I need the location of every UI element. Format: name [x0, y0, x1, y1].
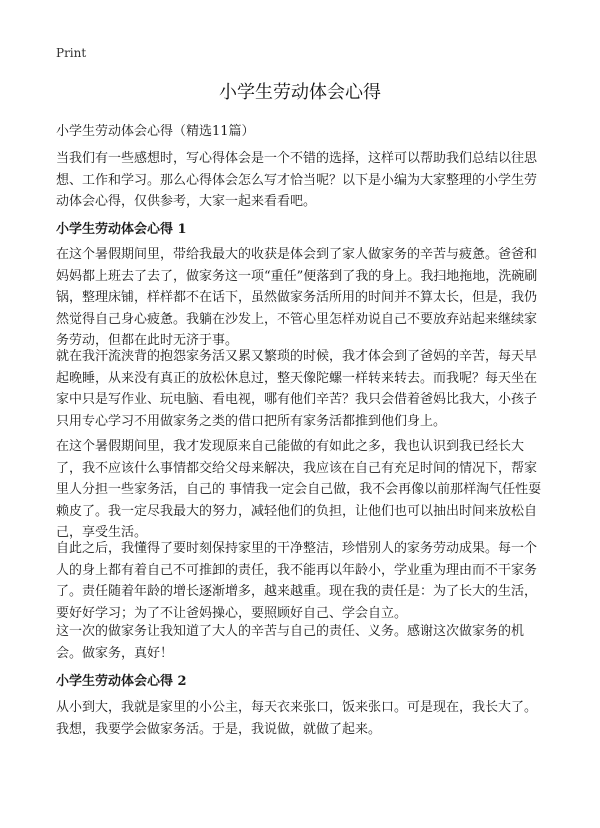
- paragraph: 自此之后，我懂得了要时刻保持家里的干净整洁，珍惜别人的家务劳动成果。每一个人的身上都有着自己不可推卸的责任，我不能再以年龄小，学业重为理由而不干家务了。责任随着年龄的增长逐渐增多，越来越重。现在我的责任是：为了长大的生活，要好好学习；为了不让爸妈操心，要照顾好自己、学会自立。: [56, 541, 538, 621]
- paragraph: 在这个暑假期间里，我才发现原来自己能做的有如此之多，我也认识到我已经长大了，我不应该什么事情都交给父母来解决，我应该在自己有充足时间的情况下，帮家里人分担一些家务活，自己的 事情我一定会自己做，我不会再像以前那样淘气任性耍赖皮了。我一定尽我最大的努力，减轻他们的负担，让他们也可以抽出时间来放松自己，享受生活。: [56, 439, 542, 540]
- paragraph: 在这个暑假期间里，带给我最大的收获是体会到了家人做家务的辛苦与疲惫。爸爸和妈妈都上班去了去了，做家务这一项“重任”便落到了我的身上。我扫地拖地，洗碗刷锅，整理床铺，样样都不在话下，虽然做家务活所用的时间并不算太长，但是，我仍然觉得自己身心疲惫。我躺在沙发上，不管心里怎样劝说自己不要放弃站起来继续家务劳动，但都在此时无济于事。: [56, 247, 538, 348]
- document-subtitle: 小学生劳动体会心得（精选11篇）: [56, 124, 255, 139]
- paragraph: 就在我汗流浃背的抱怨家务活又累又繁琐的时候，我才体会到了爸妈的辛苦，每天早起晚睡，从来没有真正的放松休息过，整天像陀螺一样转来转去。而我呢？每天坐在家中只是写作业、玩电脑、看电视，哪有他们辛苦？我只会借着爸妈比我大，小孩子只用专心学习不用做家务之类的借口把所有家务活都推到他们身上。: [56, 349, 538, 429]
- paragraph: 从小到大，我就是家里的小公主，每天衣来张口，饭来张口。可是现在，我长大了。我想，我要学会做家务活。于是，我说做，就做了起来。: [56, 700, 538, 737]
- section-heading-1: 小学生劳动体会心得 1: [56, 222, 187, 237]
- paragraph: 这一次的做家务让我知道了大人的辛苦与自己的责任、义务。感谢这次做家务的机会。做家务，真好！: [56, 624, 525, 661]
- page-title: 小学生劳动体会心得: [219, 82, 381, 103]
- section-heading-2: 小学生劳动体会心得 2: [56, 674, 187, 689]
- print-link[interactable]: Print: [56, 46, 87, 60]
- intro-paragraph: 当我们有一些感想时，写心得体会是一个不错的选择，这样可以帮助我们总结以往思想、工作和学习。那么心得体会怎么写才恰当呢？以下是小编为大家整理的小学生劳动体会心得，仅供参考，大家一起来看看吧。: [56, 151, 538, 209]
